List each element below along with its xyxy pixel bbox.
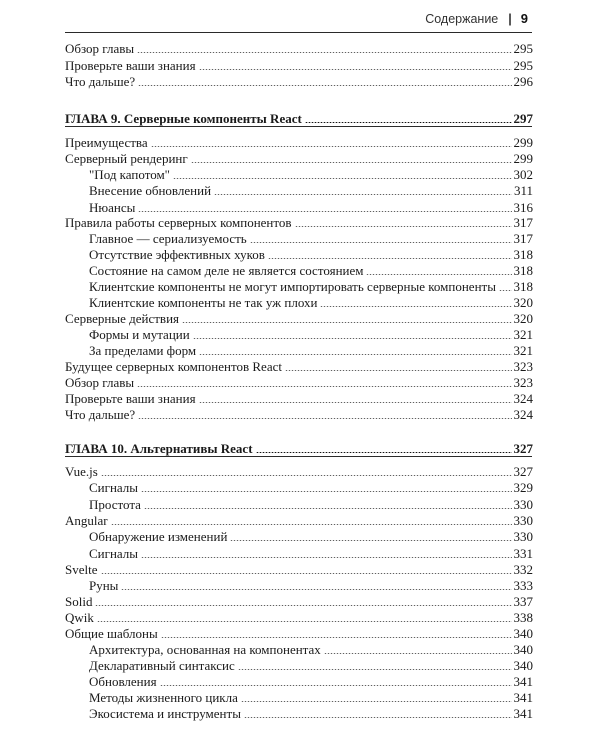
toc-entry-title: Обзор главы — [65, 375, 135, 390]
toc-entry-page: 337 — [513, 594, 533, 609]
toc-entry-title: Qwik — [65, 610, 94, 625]
dot-leader — [285, 370, 512, 371]
toc-entry — [65, 625, 533, 642]
dot-leader — [137, 52, 511, 53]
toc-entry-page: 321 — [513, 327, 533, 342]
dot-leader — [161, 637, 512, 638]
dot-leader — [250, 242, 512, 243]
toc-entry-page: 333 — [513, 578, 533, 593]
toc-entry-page: 296 — [513, 74, 533, 89]
dot-leader — [230, 540, 511, 541]
dot-leader — [199, 354, 511, 355]
toc-entry — [65, 246, 533, 263]
toc-entry-title: Отсутствие эффективных хуков — [89, 247, 265, 262]
toc-entry — [65, 545, 533, 562]
dot-leader — [191, 162, 512, 163]
dot-leader — [268, 258, 512, 259]
toc-entry-page: 330 — [513, 529, 533, 544]
toc-entry-page: 311 — [513, 183, 533, 198]
dot-leader — [305, 122, 512, 123]
toc-entry-title: Проверьте ваши знания — [65, 58, 196, 73]
header-page-number: 9 — [520, 11, 528, 26]
dot-leader — [144, 508, 512, 509]
toc-entry — [65, 406, 533, 423]
toc-entry-title: Нюансы — [89, 200, 136, 215]
toc-entry-page: 329 — [513, 480, 533, 495]
toc-entry-page: 341 — [513, 690, 533, 705]
dot-leader — [97, 621, 512, 622]
toc-entry — [65, 479, 533, 496]
toc-entry-title: Правила работы серверных компонентов — [65, 215, 292, 230]
dot-leader — [214, 194, 512, 195]
toc-entry-title: Внесение обновлений — [89, 183, 212, 198]
toc-entry-page: 320 — [513, 311, 533, 326]
toc-entry-title: Методы жизненного цикла — [89, 690, 238, 705]
toc-entry-title: За пределами форм — [89, 343, 197, 358]
dot-leader — [256, 452, 512, 453]
toc-entry — [65, 182, 533, 199]
toc-entry-title: Серверный рендеринг — [65, 151, 188, 166]
toc-entry — [65, 40, 533, 57]
toc-entry — [65, 496, 533, 513]
dot-leader — [324, 653, 512, 654]
dot-leader — [238, 669, 512, 670]
toc-entry-title: Руны — [89, 578, 119, 593]
toc-entry — [65, 134, 533, 151]
dot-leader — [295, 226, 512, 227]
toc-entry-page: 327 — [513, 441, 533, 456]
toc-entry-title: Формы и мутации — [89, 327, 190, 342]
toc-entry-page: 299 — [513, 151, 533, 166]
dot-leader — [199, 402, 512, 403]
header-separator: | — [508, 11, 512, 26]
toc-entry — [65, 230, 533, 247]
toc-entry — [65, 342, 533, 359]
toc-entry-page: 321 — [513, 343, 533, 358]
dot-leader — [320, 306, 511, 307]
dot-leader — [138, 418, 511, 419]
toc-entry — [65, 641, 533, 658]
toc-entry-page: 340 — [513, 658, 533, 673]
toc-entry-title: Обзор главы — [65, 41, 135, 56]
toc-entry-title: ГЛАВА 10. Альтернативы React — [65, 441, 253, 456]
toc-entry — [65, 593, 533, 610]
dot-leader — [101, 475, 512, 476]
toc-entry-page: 295 — [513, 58, 533, 73]
toc-entry — [65, 166, 533, 183]
toc-entry-title: Архитектура, основанная на компонентах — [89, 642, 321, 657]
toc-entry-page: 331 — [513, 546, 533, 561]
chapter-heading — [65, 110, 533, 127]
toc-entry — [65, 73, 533, 90]
toc-entry-title: Общие шаблоны — [65, 626, 158, 641]
toc-entry — [65, 374, 533, 391]
toc-entry-page: 341 — [513, 674, 533, 689]
toc-entry — [65, 390, 533, 407]
toc-entry — [65, 528, 533, 545]
chapter-heading — [65, 440, 533, 457]
dot-leader — [141, 557, 511, 558]
toc-entry-page: 323 — [513, 375, 533, 390]
toc-entry-title: Что дальше? — [65, 74, 136, 89]
toc-entry-title: "Под капотом" — [89, 167, 170, 182]
toc-entry-page: 340 — [513, 626, 533, 641]
chapter-rule — [65, 456, 532, 457]
header-section-title: Содержание — [425, 11, 499, 26]
toc-entry-title: Главное — сериализуемость — [89, 231, 247, 246]
toc-entry — [65, 214, 533, 231]
toc-entry-page: 316 — [513, 200, 533, 215]
toc-entry-page: 317 — [513, 215, 533, 230]
toc-entry — [65, 609, 533, 626]
toc-entry-page: 332 — [513, 562, 533, 577]
toc-entry — [65, 310, 533, 327]
dot-leader — [173, 178, 512, 179]
dot-leader — [138, 85, 511, 86]
dot-leader — [244, 717, 512, 718]
toc-entry — [65, 150, 533, 167]
toc-entry-page: 338 — [513, 610, 533, 625]
toc-entry-page: 318 — [513, 279, 533, 294]
dot-leader — [160, 685, 512, 686]
toc-entry-page: 324 — [513, 407, 533, 422]
toc-entry-page: 341 — [513, 706, 533, 721]
toc-entry-title: ГЛАВА 9. Серверные компоненты React — [65, 111, 302, 126]
toc-entry-page: 330 — [513, 497, 533, 512]
toc-entry-page: 324 — [513, 391, 533, 406]
toc-entry-page: 318 — [513, 247, 533, 262]
toc-entry-page: 323 — [513, 359, 533, 374]
dot-leader — [141, 491, 511, 492]
toc-entry-title: Vue.js — [65, 464, 98, 479]
toc-entry-title: Angular — [65, 513, 108, 528]
toc-entry-title: Что дальше? — [65, 407, 136, 422]
dot-leader — [241, 701, 512, 702]
toc-entry-title: Экосистема и инструменты — [89, 706, 241, 721]
dot-leader — [111, 524, 512, 525]
toc-entry-title: Обнаружение изменений — [89, 529, 228, 544]
toc-entry-page: 299 — [513, 135, 533, 150]
toc-entry — [65, 294, 533, 311]
dot-leader — [101, 573, 512, 574]
toc-entry-page: 318 — [513, 263, 533, 278]
toc-entry-title: Декларативный синтаксис — [89, 658, 235, 673]
toc-entry-title: Сигналы — [89, 480, 139, 495]
toc-entry — [65, 262, 533, 279]
chapter-rule — [65, 126, 532, 127]
toc-entry — [65, 463, 533, 480]
toc-entry-title: Обновления — [89, 674, 157, 689]
dot-leader — [137, 386, 511, 387]
dot-leader — [199, 69, 512, 70]
toc-entry-title: Простота — [89, 497, 141, 512]
toc-entry-title: Проверьте ваши знания — [65, 391, 196, 406]
toc-entry — [65, 657, 533, 674]
toc-entry-page: 340 — [513, 642, 533, 657]
toc-entry — [65, 57, 533, 74]
dot-leader — [95, 605, 511, 606]
dot-leader — [499, 290, 512, 291]
toc-entry-page: 320 — [513, 295, 533, 310]
dot-leader — [151, 146, 512, 147]
toc-entry-title: Преимущества — [65, 135, 148, 150]
dot-leader — [193, 338, 512, 339]
toc-entry — [65, 326, 533, 343]
toc-entry — [65, 673, 533, 690]
toc-entry-title: Состояние на самом деле не является состоянием — [89, 263, 364, 278]
toc-entry — [65, 512, 533, 529]
toc-entry — [65, 278, 533, 295]
toc-entry — [65, 689, 533, 706]
toc-entry — [65, 358, 533, 375]
toc-entry-page: 295 — [513, 41, 533, 56]
toc-entry-title: Solid — [65, 594, 93, 609]
toc-entry — [65, 705, 533, 722]
toc-entry-title: Клиентские компоненты не могут импортировать серверные компоненты — [89, 279, 496, 294]
dot-leader — [366, 274, 511, 275]
toc-entry-title: Сигналы — [89, 546, 139, 561]
toc-entry-title: Будущее серверных компонентов React — [65, 359, 282, 374]
toc-entry-page: 302 — [513, 167, 533, 182]
toc-entry-page: 327 — [513, 464, 533, 479]
toc-entry-title: Серверные действия — [65, 311, 180, 326]
toc-entry-page: 317 — [513, 231, 533, 246]
toc-entry — [65, 577, 533, 594]
dot-leader — [138, 211, 511, 212]
toc-entry-title: Клиентские компоненты не так уж плохи — [89, 295, 318, 310]
toc-entry — [65, 561, 533, 578]
toc-entry-page: 297 — [513, 111, 533, 126]
toc-entry-title: Svelte — [65, 562, 98, 577]
toc-entry-page: 330 — [513, 513, 533, 528]
dot-leader — [182, 322, 511, 323]
dot-leader — [121, 589, 511, 590]
